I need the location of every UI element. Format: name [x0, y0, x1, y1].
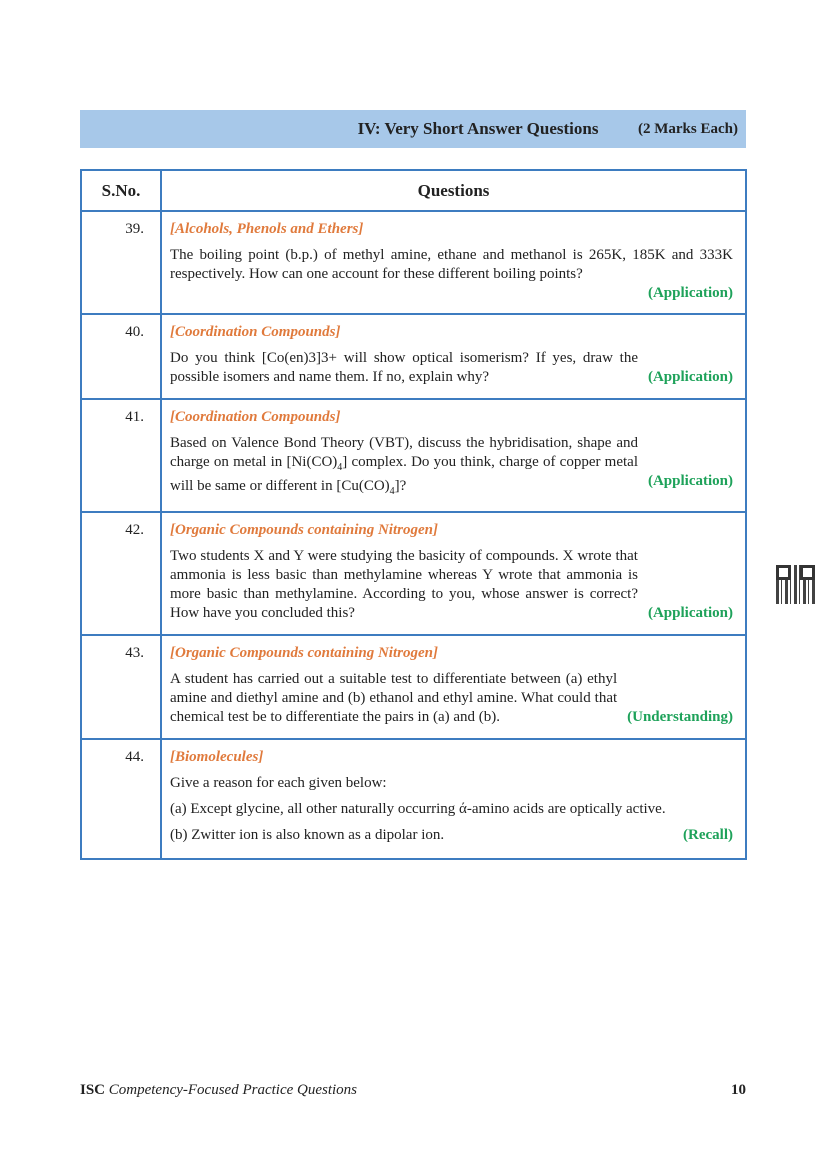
cognitive-level: (Application): [647, 473, 733, 489]
topic-label: [Organic Compounds containing Nitrogen]: [170, 522, 438, 538]
serial-number: 42.: [81, 512, 161, 635]
cognitive-level: (Understanding): [627, 709, 733, 725]
serial-number: 43.: [81, 635, 161, 739]
question-part-a: (a) Except glycine, all other naturally occurring ά-amino acids are optically active.: [170, 801, 666, 817]
serial-number: 39.: [81, 211, 161, 314]
table-row: [81, 211, 746, 314]
cognitive-level: (Application): [647, 285, 733, 301]
cognitive-level: (Application): [647, 369, 733, 385]
question-text: A student has carried out a suitable test to differentiate between (a) ethyl amine and diethyl amine and (b) ethanol and ethyl amine. What could that chemical test be to differentiate the pairs in (a) and (b).: [170, 671, 618, 725]
cognitive-level: (Recall): [683, 827, 733, 843]
questions-table: [80, 169, 747, 860]
serial-number: 40.: [81, 314, 161, 399]
topic-label: [Coordination Compounds]: [170, 324, 341, 340]
table-row: [81, 314, 746, 399]
topic-label: [Biomolecules]: [170, 749, 264, 765]
serial-number: 44.: [81, 739, 161, 859]
section-marks: (2 Marks Each): [638, 121, 738, 137]
question-text: Give a reason for each given below:: [170, 775, 387, 791]
table-row: [81, 512, 746, 635]
topic-label: [Coordination Compounds]: [170, 409, 341, 425]
question-text: Do you think [Co(en)3]3+ will show optical isomerism? If yes, draw the possible isomers and name them. If no, explain why?: [170, 350, 638, 385]
table-header-row: [81, 170, 746, 211]
table-row: [81, 635, 746, 739]
footer-brand: ISC: [80, 1082, 106, 1098]
section-title: IV: Very Short Answer Questions: [357, 119, 599, 138]
question-text: Two students X and Y were studying the basicity of compounds. X wrote that ammonia is less basic than methylamine whereas Y wrote that ammonia is more basic than methylamine. According to you, whose answer is correct? How have you concluded this?: [170, 548, 638, 621]
serial-number: 41.: [81, 399, 161, 512]
header-questions: Questions: [161, 170, 746, 211]
question-text: Based on Valence Bond Theory (VBT), discuss the hybridisation, shape and charge on metal in $[Ni(CO)_4]$ complex. Do you think, charge of copper metal will be same or different in $[Cu(CO)_4]$?: [170, 435, 638, 497]
topic-label: [Alcohols, Phenols and Ethers]: [170, 221, 364, 237]
section-header-band: [80, 110, 746, 148]
page-number: 10: [731, 1082, 746, 1098]
topic-label: [Organic Compounds containing Nitrogen]: [170, 645, 438, 661]
qr-code-icon[interactable]: [776, 565, 815, 604]
header-sno: S.No.: [81, 170, 161, 211]
footer-subtitle: Competency-Focused Practice Questions: [108, 1082, 358, 1098]
question-part-b: (b) Zwitter ion is also known as a dipolar ion.: [170, 827, 445, 843]
question-text: The boiling point (b.p.) of methyl amine, ethane and methanol is 265K, 185K and 333K respectively. How can one account for these different boiling points?: [170, 247, 733, 282]
table-row: [81, 399, 746, 512]
page-footer: [80, 1082, 746, 1099]
table-row: [81, 739, 746, 859]
cognitive-level: (Application): [647, 605, 733, 621]
